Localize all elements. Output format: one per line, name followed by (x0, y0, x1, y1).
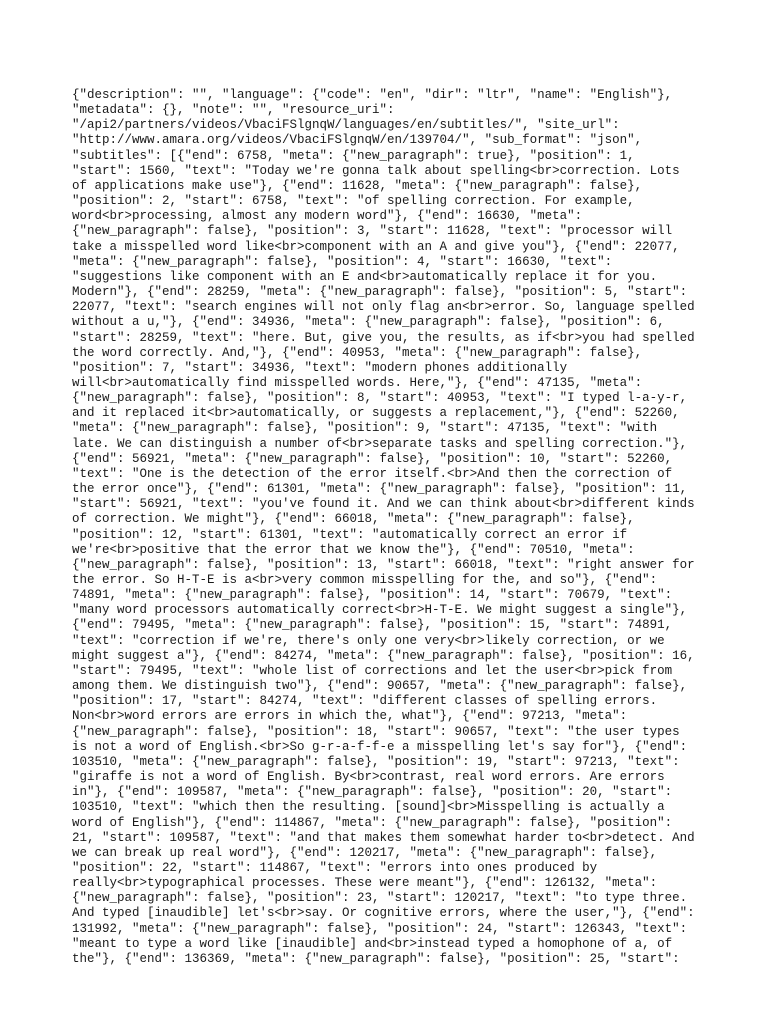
text-line: "start": 1560, "text": "Today we're gonna talk about spelling<br>correction. Lots (72, 163, 680, 178)
text-line: and it replaced it<br>automatically, or suggests a replacement,"}, {"end": 52260, (72, 406, 680, 421)
text-line: the word correctly. And,"}, {"end": 40953, "meta": {"new_paragraph": false}, (72, 345, 643, 360)
json-text-block (72, 88, 700, 967)
text-line: {"new_paragraph": false}, "position": 8, "start": 40953, "text": "I typed l-a-y-r, (72, 391, 688, 406)
text-line: Modern"}, {"end": 28259, "meta": {"new_paragraph": false}, "position": 5, "start": (72, 285, 688, 300)
document-page (72, 88, 700, 967)
text-line: 21, "start": 109587, "text": "and that makes them somewhat harder to<br>detect. And (72, 830, 695, 845)
text-line: the error once"}, {"end": 61301, "meta": {"new_paragraph": false}, "position": 11, (72, 482, 688, 497)
text-line: 103510, "text": "which then the resulting. [sound]<br>Misspelling is actually a (72, 800, 665, 815)
text-line: {"description": "", "language": {"code": "en", "dir": "ltr", "name": "English"}, (72, 88, 673, 102)
text-line: "subtitles": [{"end": 6758, "meta": {"new_paragraph": true}, "position": 1, (72, 148, 635, 163)
text-line: is not a word of English.<br>So g-r-a-f-f-e a misspelling let's say for"}, {"end": (72, 739, 688, 754)
text-line: {"end": 79495, "meta": {"new_paragraph": false}, "position": 15, "start": 74891, (72, 618, 673, 633)
text-line: "start": 28259, "text": "here. But, give you, the results, as if<br>you had spelled (72, 330, 695, 345)
text-line: "position": 17, "start": 84274, "text": "different classes of spelling errors. (72, 694, 658, 709)
text-line: the error. So H-T-E is a<br>very common misspelling for the, and so"}, {"end": (72, 573, 658, 587)
text-line: take a misspelled word like<br>component with an A and give you"}, {"end": 22077, (72, 239, 680, 254)
text-line: in"}, {"end": 109587, "meta": {"new_paragraph": false}, "position": 20, "start": (72, 785, 673, 800)
text-line: "meant to type a word like [inaudible] and<br>instead typed a homophone of a, of (72, 936, 673, 951)
text-line: {"new_paragraph": false}, "position": 13, "start": 66018, "text": "right answer for (72, 557, 695, 572)
text-line: "position": 7, "start": 34936, "text": "modern phones additionally (72, 360, 568, 375)
text-line: "position": 2, "start": 6758, "text": "of spelling correction. For example, (72, 194, 635, 209)
text-line: "metadata": {}, "note": "", "resource_uri": (72, 103, 395, 118)
text-line: "giraffe is not a word of English. By<br>contrast, real word errors. Are errors (72, 770, 665, 785)
text-line: we can break up real word"}, {"end": 120217, "meta": {"new_paragraph": false}, (72, 845, 658, 860)
text-line: might suggest a"}, {"end": 84274, "meta": {"new_paragraph": false}, "position": 16, (72, 648, 695, 663)
text-line: {"end": 56921, "meta": {"new_paragraph": false}, "position": 10, "start": 52260, (72, 451, 673, 466)
text-line: "meta": {"new_paragraph": false}, "position": 9, "start": 47135, "text": "with (72, 421, 658, 436)
text-line: will<br>automatically find misspelled words. Here,"}, {"end": 47135, "meta": (72, 375, 643, 390)
text-line: "text": "One is the detection of the error itself.<br>And then the correction of (72, 466, 673, 481)
text-line: among them. We distinguish two"}, {"end": 90657, "meta": {"new_paragraph": false}, (72, 679, 688, 694)
text-line: And typed [inaudible] let's<br>say. Or cognitive errors, where the user,"}, {"end": (72, 906, 695, 921)
text-line: "start": 56921, "text": "you've found it. And we can think about<br>different kinds (72, 497, 695, 512)
text-line: "meta": {"new_paragraph": false}, "position": 4, "start": 16630, "text": (72, 254, 613, 269)
text-line: of applications make use"}, {"end": 11628, "meta": {"new_paragraph": false}, (72, 178, 643, 193)
text-line: "start": 79495, "text": "whole list of corrections and let the user<br>pick from (72, 663, 673, 678)
text-line: the"}, {"end": 136369, "meta": {"new_paragraph": false}, "position": 25, "start": (72, 951, 680, 966)
text-line: word of English"}, {"end": 114867, "meta": {"new_paragraph": false}, "position": (72, 815, 673, 830)
text-line: {"new_paragraph": false}, "position": 23, "start": 120217, "text": "to type three. (72, 891, 688, 906)
text-line: {"new_paragraph": false}, "position": 3, "start": 11628, "text": "processor will (72, 224, 673, 239)
text-line: "position": 12, "start": 61301, "text": "automatically correct an error if (72, 527, 628, 542)
text-line: really<br>typographical processes. These were meant"}, {"end": 126132, "meta": (72, 876, 658, 891)
text-line: 22077, "text": "search engines will not only flag an<br>error. So, language spelled (72, 300, 695, 315)
text-line: late. We can distinguish a number of<br>separate tasks and spelling correction."}, (72, 436, 688, 451)
text-line: "position": 22, "start": 114867, "text": "errors into ones produced by (72, 860, 598, 875)
text-line: "text": "correction if we're, there's only one very<br>likely correction, or we (72, 633, 665, 648)
text-line: "http://www.amara.org/videos/VbaciFSlgnqW/en/139704/", "sub_format": "json", (72, 133, 643, 148)
text-line: "/api2/partners/videos/VbaciFSlgnqW/languages/en/subtitles/", "site_url": (72, 118, 620, 133)
text-line: 103510, "meta": {"new_paragraph": false}, "position": 19, "start": 97213, "text": (72, 754, 680, 769)
text-line: 74891, "meta": {"new_paragraph": false}, "position": 14, "start": 70679, "text": (72, 588, 673, 603)
text-line: Non<br>word errors are errors in which the, what"}, {"end": 97213, "meta": (72, 709, 628, 724)
text-line: {"new_paragraph": false}, "position": 18, "start": 90657, "text": "the user types (72, 724, 680, 739)
text-line: "suggestions like component with an E and<br>automatically replace it for you. (72, 269, 658, 284)
text-line: without a u,"}, {"end": 34936, "meta": {"new_paragraph": false}, "position": 6, (72, 315, 665, 330)
text-line: of correction. We might"}, {"end": 66018, "meta": {"new_paragraph": false}, (72, 512, 635, 527)
text-line: "many word processors automatically correct<br>H-T-E. We might suggest a single"}, (72, 603, 688, 618)
text-line: word<br>processing, almost any modern word"}, {"end": 16630, "meta": (72, 209, 583, 224)
text-line: we're<br>positive that the error that we know the"}, {"end": 70510, "meta": (72, 542, 635, 557)
text-line: 131992, "meta": {"new_paragraph": false}, "position": 24, "start": 126343, "text": (72, 921, 688, 936)
